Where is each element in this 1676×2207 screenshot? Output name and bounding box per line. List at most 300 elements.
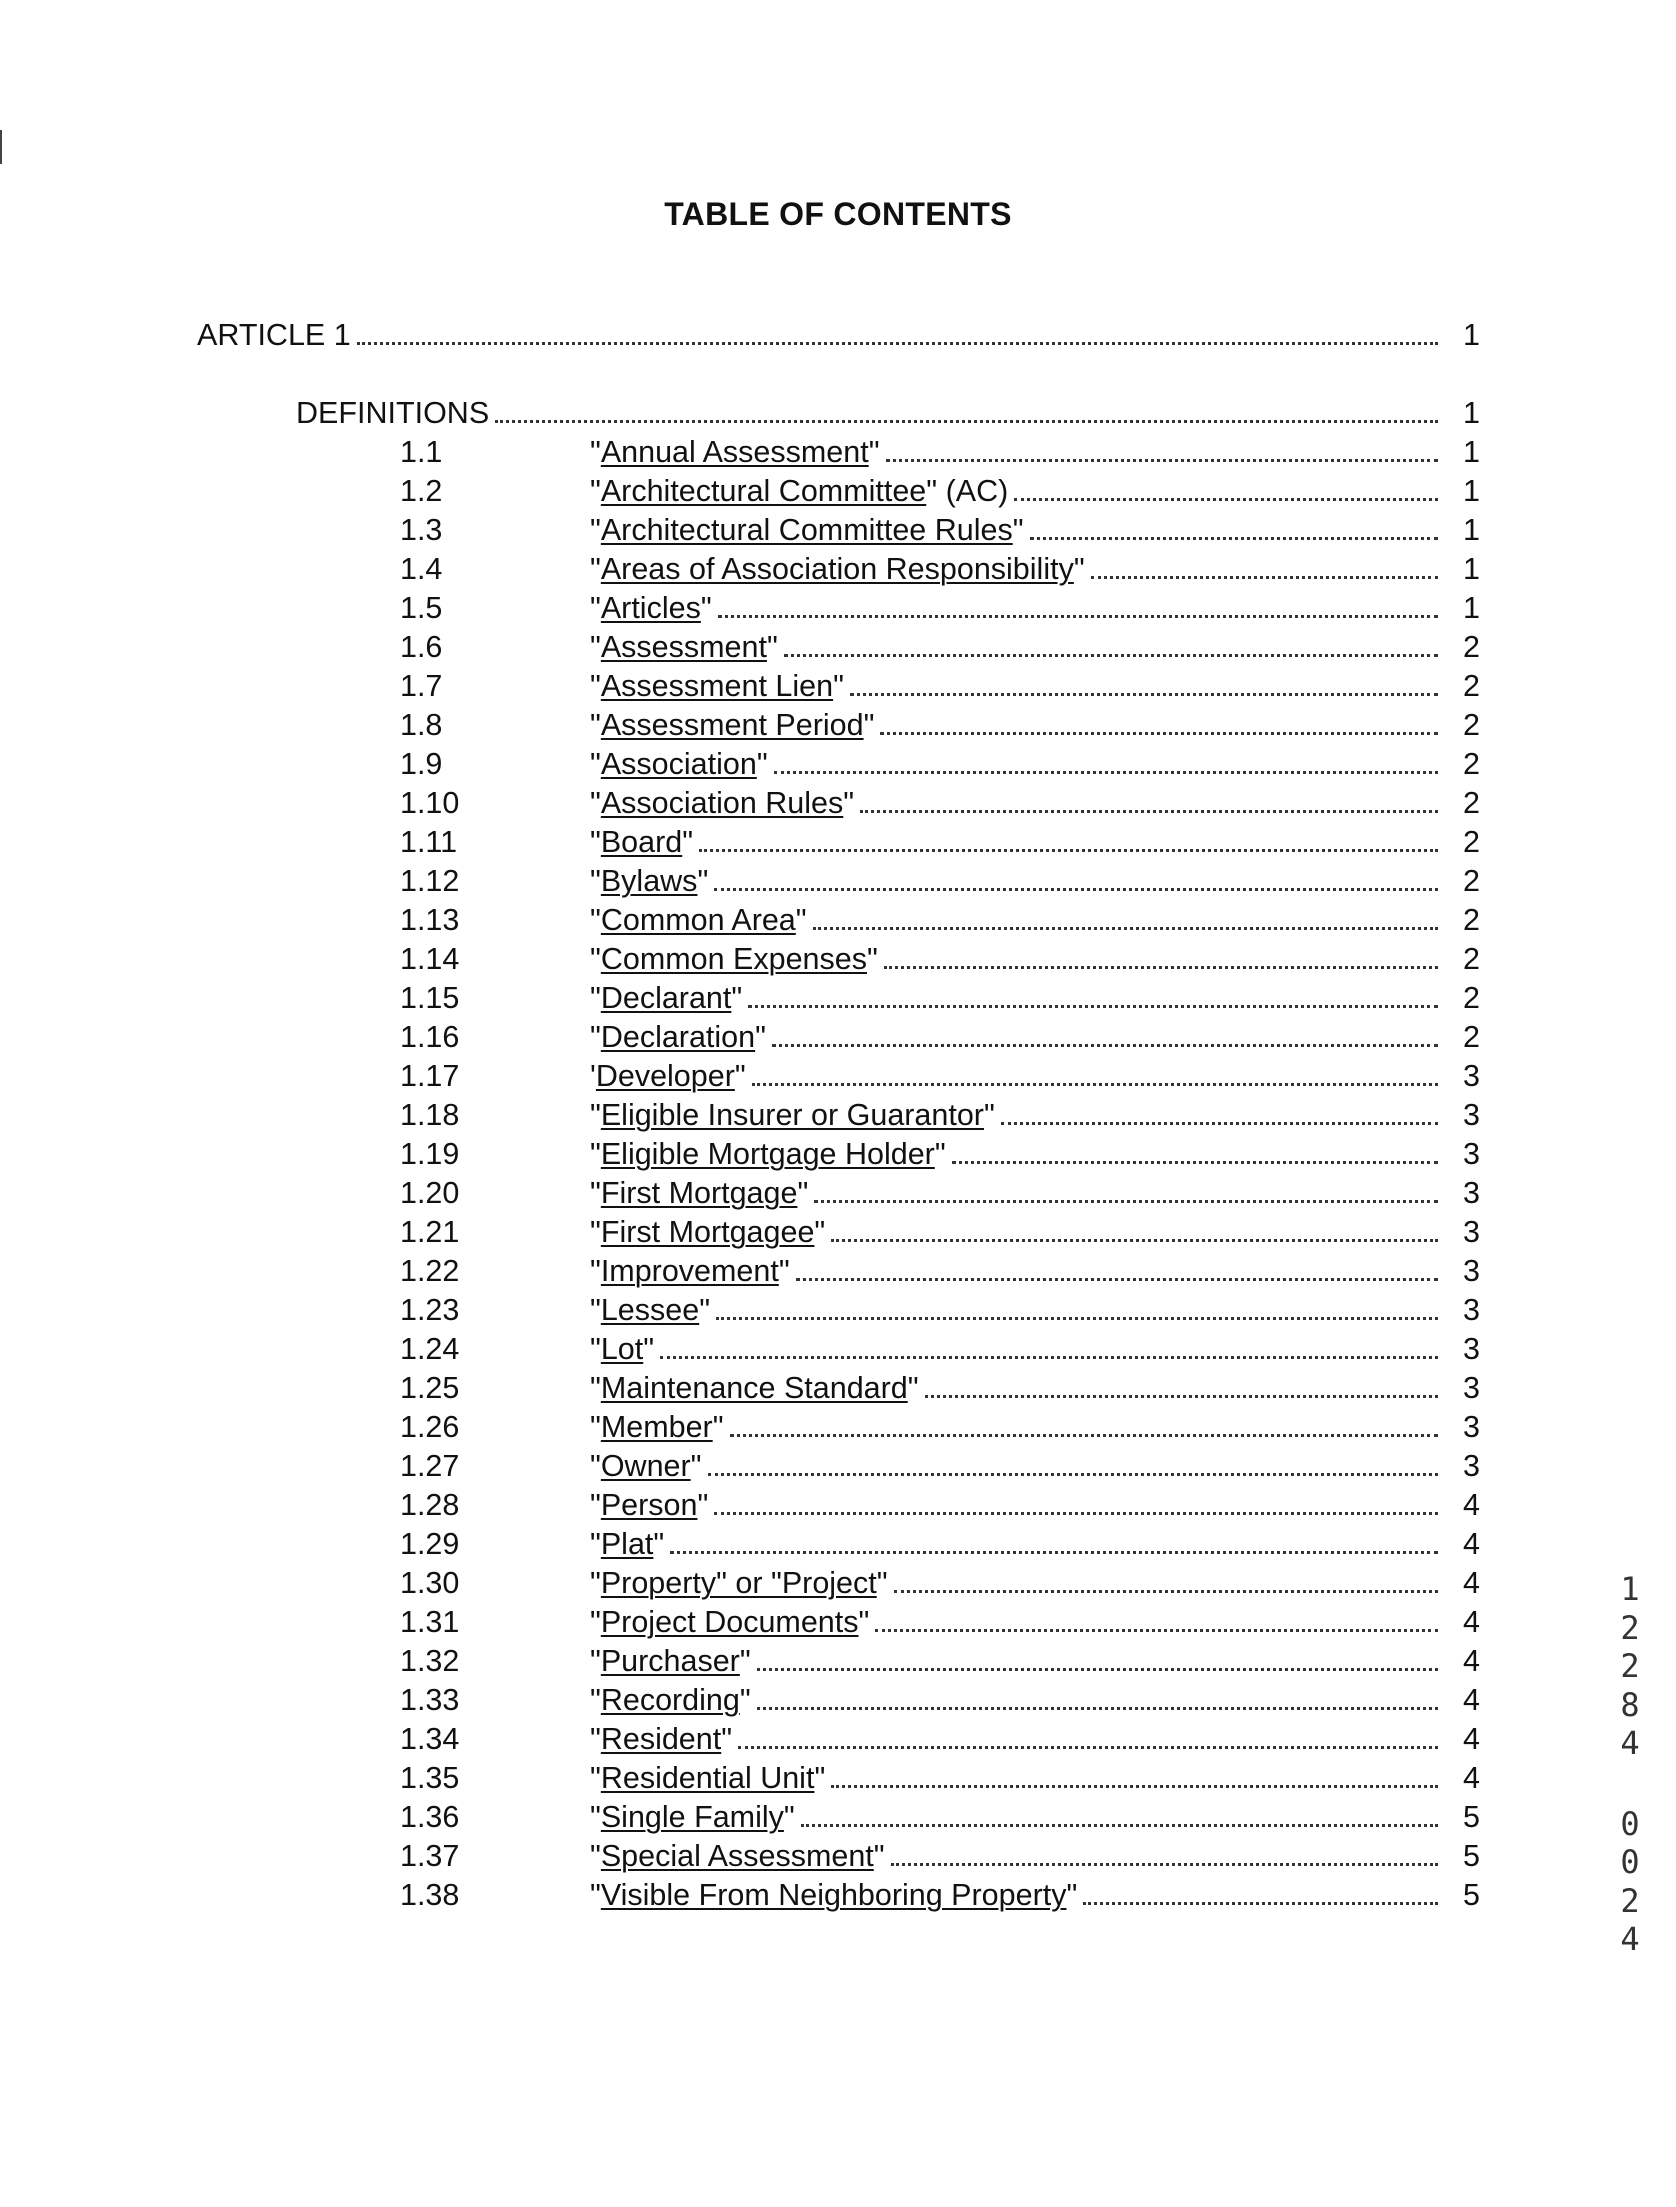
entry-page-number: 3: [1463, 1176, 1480, 1210]
entry-page-number: 1: [1463, 474, 1480, 508]
entry-open-quote: ": [590, 1488, 601, 1522]
entry-open-quote: ": [590, 747, 601, 781]
dot-leader: [1014, 481, 1438, 503]
entry-number: 1.38: [400, 1878, 460, 1912]
entry-open-quote: ": [590, 1449, 601, 1483]
stamp-digit: 0: [1620, 1804, 1640, 1843]
entry-close-quote: ": [766, 630, 778, 664]
entry-term-link[interactable]: Single Family: [600, 1800, 784, 1834]
entry-page-number: 3: [1463, 1098, 1480, 1132]
dot-leader: [772, 1027, 1438, 1049]
entry-number: 1.24: [400, 1332, 460, 1366]
entry-number: 1.22: [400, 1254, 460, 1288]
entry-close-quote: ": [863, 708, 875, 742]
entry-number: 1.35: [400, 1761, 460, 1795]
entry-label: [590, 1058, 746, 1094]
entry-close-quote: ": [712, 1410, 724, 1444]
entry-open-quote: ': [590, 1059, 596, 1093]
entry-term-link[interactable]: Architectural Committee: [600, 474, 927, 508]
entry-label: [590, 1565, 888, 1601]
entry-open-quote: ": [590, 591, 601, 625]
entry-label: [590, 473, 1008, 509]
entry-label: [590, 1019, 766, 1055]
toc-entry-row[interactable]: [590, 664, 1480, 704]
dot-leader: [714, 1495, 1438, 1517]
entry-number: 1.5: [400, 591, 443, 625]
stamp-digit: 1: [1620, 1570, 1640, 1608]
entry-label: [590, 1409, 724, 1445]
stamp-digit: 0: [1620, 1843, 1640, 1881]
toc-entry-row[interactable]: [590, 703, 1480, 743]
entry-term-link[interactable]: Assessment Period: [600, 708, 864, 742]
entry-label: [590, 746, 768, 782]
toc-entry-row[interactable]: [590, 1093, 1480, 1133]
entry-page-number: 5: [1463, 1878, 1480, 1912]
entry-close-quote: ": [814, 1215, 826, 1249]
entry-number: 1.33: [400, 1683, 460, 1717]
toc-entry-row[interactable]: [590, 898, 1480, 938]
dot-leader: [796, 1261, 1438, 1283]
entry-page-number: 3: [1463, 1137, 1480, 1171]
entry-close-quote: ": [1066, 1878, 1078, 1912]
entry-open-quote: ": [590, 1722, 601, 1756]
entry-term-link[interactable]: Plat: [600, 1527, 654, 1561]
dot-leader: [884, 949, 1438, 971]
dot-leader: [784, 637, 1438, 659]
toc-entry-row[interactable]: [590, 820, 1480, 860]
entry-close-quote: ": [795, 903, 807, 937]
dot-leader: [730, 1417, 1438, 1439]
entry-term-link[interactable]: Property" or "Project: [600, 1566, 877, 1600]
entry-label: [590, 785, 854, 821]
entry-page-number: 3: [1463, 1332, 1480, 1366]
entry-close-quote: ": [643, 1332, 655, 1366]
entry-number: 1.25: [400, 1371, 460, 1405]
toc-entry-row[interactable]: [590, 1561, 1480, 1601]
entry-term-link[interactable]: Resident: [600, 1722, 722, 1756]
entry-open-quote: ": [590, 1527, 601, 1561]
entry-close-quote: ": [843, 786, 855, 820]
entry-label: [590, 668, 844, 704]
entry-term-link[interactable]: Board: [600, 825, 683, 859]
toc-entry-row[interactable]: [590, 1678, 1480, 1718]
entry-number: 1.34: [400, 1722, 460, 1756]
toc-entry-row[interactable]: [590, 430, 1480, 470]
dot-leader: [752, 1066, 1438, 1088]
entry-page-number: 2: [1463, 903, 1480, 937]
entry-number: 1.2: [400, 474, 443, 508]
entry-open-quote: ": [590, 1020, 601, 1054]
entry-number: 1.15: [400, 981, 460, 1015]
toc-entry-row[interactable]: [590, 1717, 1480, 1757]
entry-number: 1.37: [400, 1839, 460, 1873]
entry-label: [590, 1604, 869, 1640]
toc-entry-row[interactable]: [590, 1366, 1480, 1406]
entry-page-number: 3: [1463, 1449, 1480, 1483]
entry-close-quote: ": [797, 1176, 809, 1210]
entry-open-quote: ": [590, 435, 601, 469]
entry-page-number: 3: [1463, 1293, 1480, 1327]
entry-close-quote: " (AC): [926, 474, 1009, 508]
toc-entry-row[interactable]: [590, 937, 1480, 977]
entry-term-link[interactable]: Person: [600, 1488, 698, 1522]
entry-open-quote: ": [590, 630, 601, 664]
stamp-digit: 8: [1620, 1685, 1640, 1724]
entry-close-quote: ": [783, 1800, 795, 1834]
entry-close-quote: ": [983, 1098, 995, 1132]
toc-entry-row[interactable]: [590, 1171, 1480, 1211]
entry-label: [590, 1682, 751, 1718]
entry-term-link[interactable]: First Mortgage: [600, 1176, 798, 1210]
entry-term-link[interactable]: Architectural Committee Rules: [600, 513, 1013, 547]
entry-close-quote: ": [734, 1059, 746, 1093]
entry-label: [590, 1097, 995, 1133]
dot-leader: [660, 1339, 1438, 1361]
entry-open-quote: ": [590, 786, 601, 820]
dot-leader: [886, 442, 1438, 464]
entry-page-number: 1: [1463, 591, 1480, 625]
entry-open-quote: ": [590, 1644, 601, 1678]
entry-term-link[interactable]: Owner: [600, 1449, 691, 1483]
entry-open-quote: ": [590, 1098, 601, 1132]
entry-page-number: 4: [1463, 1488, 1480, 1522]
entry-number: 1.9: [400, 747, 443, 781]
entry-number: 1.31: [400, 1605, 460, 1639]
toc-entry-row[interactable]: [590, 859, 1480, 899]
toc-entry-row[interactable]: [590, 1873, 1480, 1913]
dot-leader: [813, 910, 1438, 932]
entry-open-quote: ": [590, 1683, 601, 1717]
entry-close-quote: ": [907, 1371, 919, 1405]
article-label: ARTICLE 1: [197, 318, 351, 352]
entry-close-quote: ": [755, 1020, 766, 1054]
toc-entry-row[interactable]: [590, 1288, 1480, 1328]
toc-entry-row[interactable]: [590, 1249, 1480, 1289]
entry-page-number: 2: [1463, 1020, 1480, 1054]
entry-label: [590, 1331, 654, 1367]
entry-term-link[interactable]: Common Expenses: [600, 942, 867, 976]
dot-leader: [357, 325, 1438, 347]
toc-entry-row[interactable]: [590, 1834, 1480, 1874]
entry-close-quote: ": [739, 1644, 751, 1678]
toc-entry-row[interactable]: [590, 625, 1480, 665]
entry-term-link[interactable]: Special Assessment: [600, 1839, 874, 1873]
entry-term-link[interactable]: Recording: [600, 1683, 740, 1717]
entry-close-quote: ": [700, 591, 712, 625]
entry-term-link[interactable]: Association: [600, 747, 757, 781]
stamp-digit: 4: [1620, 1920, 1640, 1958]
dot-leader: [831, 1768, 1438, 1790]
entry-label: [590, 512, 1024, 548]
entry-number: 1.28: [400, 1488, 460, 1522]
toc-entry-row[interactable]: [590, 976, 1480, 1016]
toc-entry-row[interactable]: [590, 547, 1480, 587]
entry-label: [590, 1292, 710, 1328]
entry-term-link[interactable]: Maintenance Standard: [600, 1371, 908, 1405]
entry-open-quote: ": [590, 903, 601, 937]
entry-number: 1.26: [400, 1410, 460, 1444]
entry-close-quote: ": [653, 1527, 665, 1561]
toc-entry-row[interactable]: [590, 1210, 1480, 1250]
toc-entry-row[interactable]: [590, 1756, 1480, 1796]
dot-leader: [814, 1183, 1438, 1205]
entry-number: 1.12: [400, 864, 460, 898]
stamp-digit: 4: [1620, 1724, 1640, 1762]
entry-close-quote: ": [756, 747, 768, 781]
entry-close-quote: ": [721, 1722, 733, 1756]
entry-close-quote: ": [697, 864, 709, 898]
entry-page-number: 4: [1463, 1527, 1480, 1561]
side-document-number-stamp: [1610, 1570, 1650, 1959]
entry-number: 1.17: [400, 1059, 460, 1093]
entry-number: 1.16: [400, 1020, 460, 1054]
entry-term-link[interactable]: Eligible Mortgage Holder: [600, 1137, 935, 1171]
entry-page-number: 4: [1463, 1644, 1480, 1678]
entry-label: [590, 1838, 885, 1874]
entry-number: 1.18: [400, 1098, 460, 1132]
entry-term-link[interactable]: Lot: [600, 1332, 644, 1366]
dot-leader: [801, 1807, 1438, 1829]
entry-term-link[interactable]: Purchaser: [600, 1644, 740, 1678]
entry-open-quote: ": [590, 1137, 601, 1171]
toc-entry-row[interactable]: [590, 1015, 1480, 1055]
dot-leader: [1001, 1105, 1438, 1127]
dot-leader: [875, 1612, 1438, 1634]
entry-label: [590, 1175, 808, 1211]
entry-number: 1.27: [400, 1449, 460, 1483]
entry-number: 1.21: [400, 1215, 460, 1249]
entry-label: [590, 1526, 664, 1562]
dot-leader: [1030, 520, 1438, 542]
entry-number: 1.29: [400, 1527, 460, 1561]
entry-label: [590, 629, 778, 665]
entry-page-number: 1: [1463, 513, 1480, 547]
entry-open-quote: ": [590, 1878, 601, 1912]
stamp-digit: 2: [1620, 1647, 1640, 1685]
entry-label: [590, 1799, 795, 1835]
entry-term-link[interactable]: First Mortgagee: [600, 1215, 815, 1249]
definitions-page-number: 1: [1463, 396, 1480, 430]
toc-entry-row[interactable]: [590, 1444, 1480, 1484]
entry-number: 1.8: [400, 708, 443, 742]
toc-entry-row[interactable]: [590, 1054, 1480, 1094]
entry-number: 1.20: [400, 1176, 460, 1210]
entry-open-quote: ": [590, 825, 601, 859]
entry-term-link[interactable]: Annual Assessment: [600, 435, 869, 469]
entry-page-number: 2: [1463, 630, 1480, 664]
entry-close-quote: ": [697, 1488, 709, 1522]
entry-open-quote: ": [590, 1176, 601, 1210]
entry-open-quote: ": [590, 1761, 601, 1795]
entry-close-quote: ": [866, 942, 878, 976]
entry-page-number: 3: [1463, 1410, 1480, 1444]
entry-number: 1.30: [400, 1566, 460, 1600]
entry-label: [590, 824, 693, 860]
dot-leader: [716, 1300, 1438, 1322]
toc-entry-row[interactable]: [590, 508, 1480, 548]
entry-label: [590, 980, 742, 1016]
toc-entry-row[interactable]: [590, 1405, 1480, 1445]
entry-number: 1.11: [400, 825, 458, 859]
entry-open-quote: ": [590, 1800, 601, 1834]
entry-term-link[interactable]: Lessee: [600, 1293, 700, 1327]
stamp-gap: [1610, 1763, 1650, 1805]
entry-label: [590, 1253, 790, 1289]
entry-page-number: 2: [1463, 981, 1480, 1015]
entry-page-number: 3: [1463, 1254, 1480, 1288]
entry-open-quote: ": [590, 1566, 601, 1600]
entry-number: 1.3: [400, 513, 443, 547]
entry-open-quote: ": [590, 708, 601, 742]
toc-entry-row[interactable]: [590, 1795, 1480, 1835]
entry-term-link[interactable]: Visible From Neighboring Property: [600, 1878, 1067, 1912]
entry-number: 1.19: [400, 1137, 460, 1171]
entry-label: [590, 1760, 825, 1796]
entry-term-link[interactable]: Articles: [600, 591, 701, 625]
entry-term-link[interactable]: Project Documents: [600, 1605, 859, 1639]
entry-page-number: 2: [1463, 708, 1480, 742]
dot-leader: [1091, 559, 1438, 581]
toc-entry-row[interactable]: [590, 742, 1480, 782]
entry-open-quote: ": [590, 513, 601, 547]
entry-label: [590, 1487, 708, 1523]
entry-term-link[interactable]: Assessment Lien: [600, 669, 834, 703]
dot-leader: [925, 1378, 1438, 1400]
entry-page-number: 5: [1463, 1839, 1480, 1873]
entry-page-number: 3: [1463, 1059, 1480, 1093]
entry-label: [590, 863, 708, 899]
dot-leader: [714, 871, 1438, 893]
entry-page-number: 2: [1463, 747, 1480, 781]
entry-term-link[interactable]: Improvement: [600, 1254, 779, 1288]
entry-label: [590, 551, 1085, 587]
toc-entry-row[interactable]: [590, 1639, 1480, 1679]
dot-leader: [860, 793, 1438, 815]
toc-entry-row[interactable]: [590, 1522, 1480, 1562]
entry-label: [590, 1370, 919, 1406]
dot-leader: [748, 988, 1438, 1010]
toc-entry-row[interactable]: [590, 781, 1480, 821]
entry-page-number: 1: [1463, 435, 1480, 469]
entry-page-number: 2: [1463, 786, 1480, 820]
entry-term-link[interactable]: Declaration: [600, 1020, 756, 1054]
dot-leader: [708, 1456, 1439, 1478]
entry-term-link[interactable]: Member: [600, 1410, 713, 1444]
entry-close-quote: ": [814, 1761, 826, 1795]
entry-term-link[interactable]: Residential Unit: [600, 1761, 815, 1795]
entry-term-link[interactable]: Developer: [595, 1059, 735, 1093]
entry-open-quote: ": [590, 864, 601, 898]
entry-label: [590, 1214, 825, 1250]
definitions-label: DEFINITIONS: [296, 396, 490, 430]
entry-page-number: 4: [1463, 1683, 1480, 1717]
toc-entry-row[interactable]: [590, 1483, 1480, 1523]
entry-close-quote: ": [858, 1605, 870, 1639]
entry-term-link[interactable]: Association Rules: [600, 786, 844, 820]
entry-page-number: 2: [1463, 942, 1480, 976]
entry-label: [590, 434, 880, 470]
entry-label: [590, 590, 712, 626]
entry-number: 1.32: [400, 1644, 460, 1678]
entry-page-number: 3: [1463, 1215, 1480, 1249]
dot-leader: [850, 676, 1438, 698]
entry-close-quote: ": [934, 1137, 946, 1171]
dot-leader: [757, 1690, 1438, 1712]
entry-label: [590, 1721, 732, 1757]
entry-term-link[interactable]: Bylaws: [600, 864, 698, 898]
toc-definitions-row[interactable]: [296, 391, 1480, 431]
entry-number: 1.13: [400, 903, 460, 937]
entry-page-number: 4: [1463, 1605, 1480, 1639]
dot-leader: [718, 598, 1438, 620]
entry-close-quote: ": [690, 1449, 702, 1483]
entry-close-quote: ": [1073, 552, 1085, 586]
entry-label: [590, 1643, 751, 1679]
entry-open-quote: ": [590, 1371, 601, 1405]
entry-open-quote: ": [590, 1332, 601, 1366]
entry-open-quote: ": [590, 981, 601, 1015]
entry-page-number: 2: [1463, 864, 1480, 898]
dot-leader: [670, 1534, 1438, 1556]
entry-page-number: 2: [1463, 669, 1480, 703]
entry-close-quote: ": [778, 1254, 790, 1288]
dot-leader: [891, 1846, 1438, 1868]
entry-close-quote: ": [739, 1683, 751, 1717]
dot-leader: [774, 754, 1438, 776]
entry-close-quote: ": [731, 981, 743, 1015]
entry-number: 1.4: [400, 552, 443, 586]
entry-number: 1.14: [400, 942, 460, 976]
toc-article-row[interactable]: [197, 313, 1480, 353]
toc-entry-row[interactable]: [590, 1132, 1480, 1172]
dot-leader: [1083, 1885, 1438, 1907]
entry-term-link[interactable]: Eligible Insurer or Guarantor: [600, 1098, 984, 1132]
entry-page-number: 1: [1463, 552, 1480, 586]
stamp-digit: 2: [1620, 1608, 1640, 1647]
entry-label: [590, 941, 878, 977]
toc-entry-row[interactable]: [590, 1327, 1480, 1367]
entry-term-link[interactable]: Declarant: [600, 981, 732, 1015]
entry-term-link[interactable]: Common Area: [600, 903, 796, 937]
entry-page-number: 3: [1463, 1371, 1480, 1405]
entry-page-number: 2: [1463, 825, 1480, 859]
entry-page-number: 4: [1463, 1761, 1480, 1795]
toc-entry-row[interactable]: [590, 586, 1480, 626]
entry-label: [590, 1136, 946, 1172]
toc-entry-row[interactable]: [590, 469, 1480, 509]
entry-number: 1.1: [400, 435, 443, 469]
entry-term-link[interactable]: Areas of Association Responsibility: [600, 552, 1074, 586]
entry-close-quote: ": [682, 825, 694, 859]
entry-close-quote: ": [868, 435, 880, 469]
entry-close-quote: ": [873, 1839, 885, 1873]
stamp-digit: 2: [1620, 1881, 1640, 1920]
entry-open-quote: ": [590, 669, 601, 703]
entry-open-quote: ": [590, 1293, 601, 1327]
entry-open-quote: ": [590, 1254, 601, 1288]
dot-leader: [738, 1729, 1438, 1751]
entry-page-number: 4: [1463, 1566, 1480, 1600]
entry-open-quote: ": [590, 1410, 601, 1444]
entry-label: [590, 1877, 1077, 1913]
entry-page-number: 4: [1463, 1722, 1480, 1756]
entry-close-quote: ": [876, 1566, 888, 1600]
scan-margin-mark: [0, 130, 2, 164]
entry-open-quote: ": [590, 474, 601, 508]
entry-term-link[interactable]: Assessment: [600, 630, 767, 664]
dot-leader: [894, 1573, 1438, 1595]
toc-entry-row[interactable]: [590, 1600, 1480, 1640]
